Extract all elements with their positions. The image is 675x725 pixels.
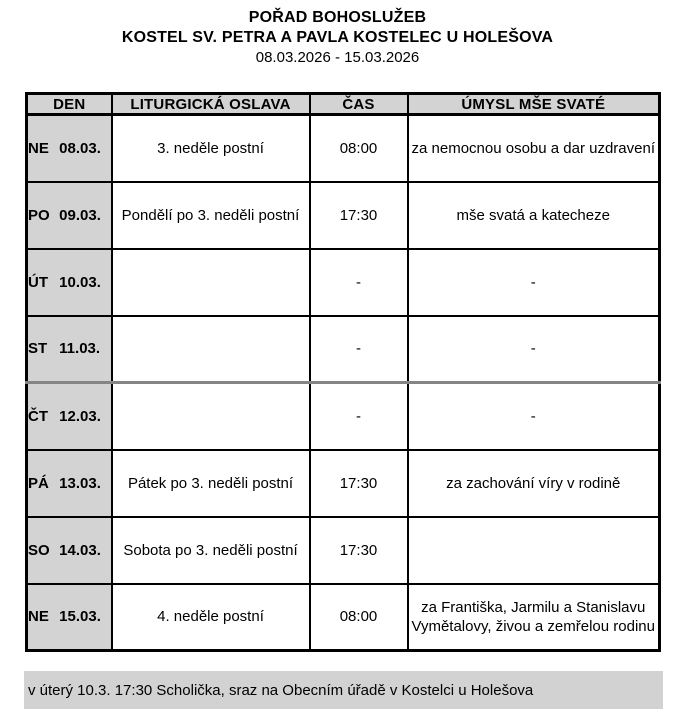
day-date: 10.03. <box>59 273 101 291</box>
time-cell: 17:30 <box>310 182 408 249</box>
day-cell <box>27 316 112 383</box>
day-cell <box>27 182 112 249</box>
footer-note: v úterý 10.3. 17:30 Scholička, sraz na Obecním úřadě v Kostelci u Holešova <box>24 671 663 709</box>
day-date: 08.03. <box>59 139 101 157</box>
schedule-table <box>25 92 661 652</box>
table-row <box>27 115 660 182</box>
day-cell <box>27 517 112 584</box>
column-header-umysl: ÚMYSL MŠE SVATÉ <box>408 94 660 115</box>
intention-cell <box>408 517 660 584</box>
column-header-den: DEN <box>27 94 112 115</box>
day-cell <box>27 450 112 517</box>
celebration-cell: 3. neděle postní <box>112 115 310 182</box>
celebration-cell: Pátek po 3. neděli postní <box>112 450 310 517</box>
intention-cell: za nemocnou osobu a dar uzdravení <box>408 115 660 182</box>
intention-cell: mše svatá a katecheze <box>408 182 660 249</box>
celebration-cell: Pondělí po 3. neděli postní <box>112 182 310 249</box>
table-row <box>27 182 660 249</box>
table-row <box>27 450 660 517</box>
intention-cell: - <box>408 249 660 316</box>
day-date: 14.03. <box>59 541 101 559</box>
day-abbr: SO <box>28 541 50 559</box>
intention-cell: - <box>408 383 660 450</box>
table-row <box>27 249 660 316</box>
table-row <box>27 517 660 584</box>
column-header-cas: ČAS <box>310 94 408 115</box>
day-date: 12.03. <box>59 407 101 425</box>
day-abbr: PO <box>28 206 50 224</box>
day-date: 13.03. <box>59 474 101 492</box>
time-cell: - <box>310 249 408 316</box>
celebration-cell: 4. neděle postní <box>112 584 310 651</box>
day-cell <box>27 249 112 316</box>
day-abbr: PÁ <box>28 474 49 492</box>
intention-cell: - <box>408 316 660 383</box>
day-cell <box>27 115 112 182</box>
day-date: 09.03. <box>59 206 101 224</box>
celebration-cell <box>112 249 310 316</box>
celebration-cell <box>112 383 310 450</box>
celebration-cell <box>112 316 310 383</box>
day-abbr: NE <box>28 139 49 157</box>
column-header-liturgicka-oslava: LITURGICKÁ OSLAVA <box>112 94 310 115</box>
day-abbr: ÚT <box>28 273 48 291</box>
page-subtitle: KOSTEL SV. PETRA A PAVLA KOSTELEC U HOLEŠOVA <box>121 29 554 46</box>
day-cell <box>27 584 112 651</box>
intention-cell: za zachování víry v rodině <box>408 450 660 517</box>
table-row <box>27 316 660 383</box>
day-abbr: ČT <box>28 407 48 425</box>
time-cell: 17:30 <box>310 450 408 517</box>
celebration-cell: Sobota po 3. neděli postní <box>112 517 310 584</box>
day-cell <box>27 383 112 450</box>
page-title: POŘAD BOHOSLUŽEB <box>248 9 427 26</box>
time-cell: 08:00 <box>310 584 408 651</box>
time-cell: - <box>310 316 408 383</box>
intention-cell: za Františka, Jarmilu a Stanislavu Vymětalovy, živou a zemřelou rodinu <box>408 584 660 651</box>
day-abbr: NE <box>28 608 49 626</box>
table-row <box>27 584 660 651</box>
day-abbr: ST <box>28 340 48 358</box>
table-row <box>27 383 660 450</box>
day-date: 15.03. <box>59 608 101 626</box>
date-range: 08.03.2026 - 15.03.2026 <box>255 49 420 66</box>
time-cell: 17:30 <box>310 517 408 584</box>
day-date: 11.03. <box>59 340 101 358</box>
time-cell: 08:00 <box>310 115 408 182</box>
time-cell: - <box>310 383 408 450</box>
table-header-row <box>27 94 660 115</box>
document-header <box>0 8 675 68</box>
